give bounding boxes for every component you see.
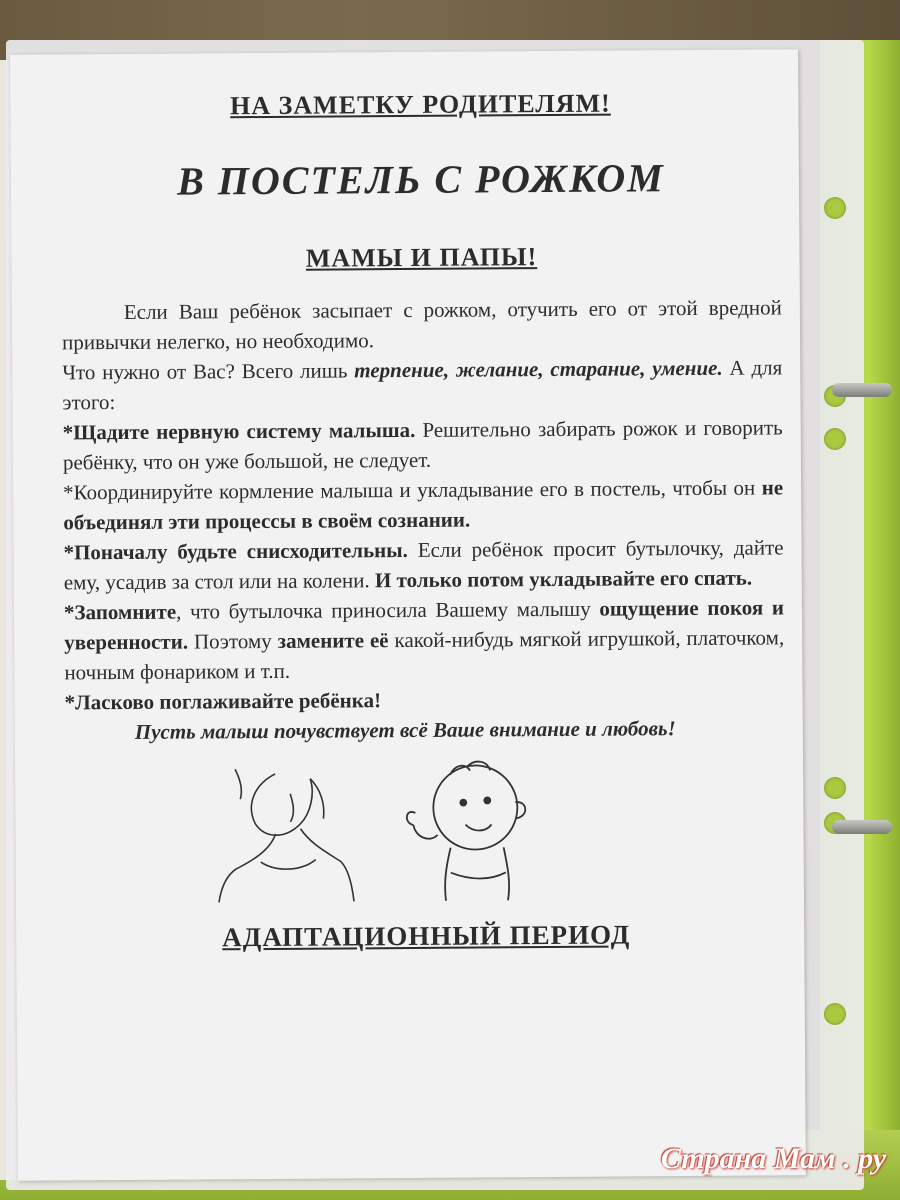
text-span: *Координируйте кормление малыша и укладывание его в постель, чтобы он (63, 475, 762, 505)
punch-hole (824, 1003, 846, 1025)
tip-heading: *Поначалу будьте снисходительны. (63, 537, 408, 565)
baby-illustration (395, 752, 556, 903)
binder-ring (832, 383, 892, 397)
tip-heading: *Ласково поглаживайте ребёнка! (64, 688, 382, 715)
document-page (10, 49, 806, 1180)
document-body (62, 292, 785, 747)
emphasis-text: терпение, желание, старание, умение. (354, 355, 723, 383)
tip-lenient (63, 532, 783, 597)
tip-nervous-system (63, 412, 783, 477)
text-span: , что бутылочка приносила Вашему малышу (176, 596, 600, 624)
emphasis-text: ощущение покоя и уверенности. (64, 595, 785, 655)
punch-hole (824, 777, 846, 799)
tip-remember (64, 592, 785, 687)
emphasis-text: замените её (277, 628, 389, 653)
illustrations (65, 750, 786, 905)
text-span: Поэтому (187, 628, 278, 654)
paragraph-intro: Если Ваш ребёнок засыпает с рожком, отучить его от этой вредной привычки нелегко, но необходимо. (62, 295, 782, 355)
footer-title: АДАПТАЦИОННЫЙ ПЕРИОД (222, 919, 631, 953)
binder-rings (812, 0, 892, 1200)
text-span: какой-нибудь мягкой игрушкой, платочком, ночным фонариком и т.п. (64, 625, 785, 685)
text-span: Если ребёнок просит бутылочку, дайте ему, усадив за стол или на колени. (63, 535, 784, 595)
closing-line: Пусть малыш почувствует всё Ваше внимание и любовь! (134, 716, 676, 744)
emphasis-text: И только потом укладывайте его спать. (374, 565, 753, 593)
text-span: Решительно забирать рожок и говорить ребёнку, что он уже большой, не следует. (62, 415, 783, 475)
text-span: Что нужно от Вас? Всего лишь (62, 358, 355, 385)
mother-illustration (215, 763, 356, 904)
document-content (60, 79, 786, 954)
notice-header: НА ЗАМЕТКУ РОДИТЕЛЯМ! (230, 88, 611, 121)
tip-coordinate (63, 472, 783, 537)
tip-heading: *Запомните (63, 599, 177, 625)
subtitle: МАМЫ И ПАПЫ! (305, 242, 538, 273)
paragraph-needs (62, 352, 782, 417)
main-title: В ПОСТЕЛЬ С РОЖКОМ (176, 155, 665, 204)
site-watermark: Страна Мам . ру (660, 1142, 886, 1175)
text-span: А для этого: (62, 355, 783, 415)
punch-hole (824, 428, 846, 450)
tip-heading: *Щадите нервную систему малыша. (62, 417, 416, 445)
binder-ring (832, 820, 892, 834)
emphasis-text: не объединял эти процессы в своём сознании. (63, 475, 784, 535)
punch-hole (824, 197, 846, 219)
